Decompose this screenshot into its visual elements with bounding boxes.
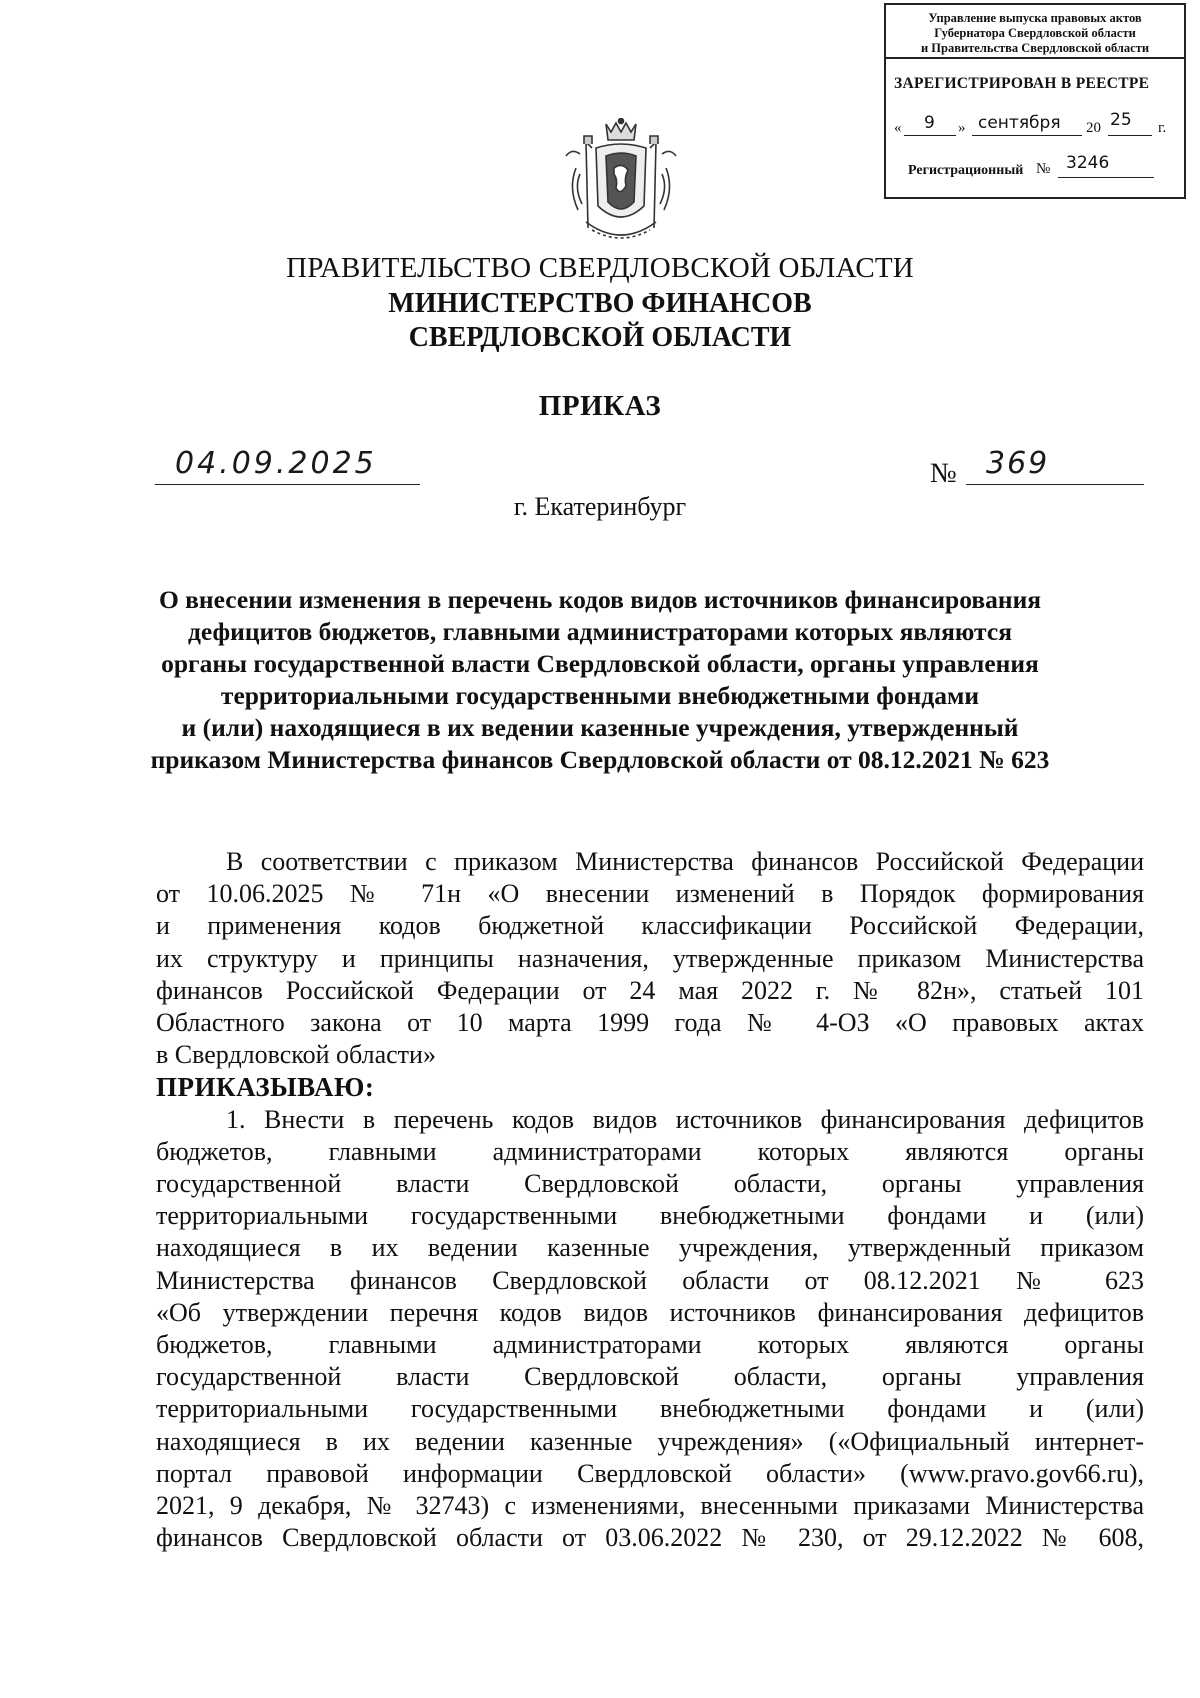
ministry-heading-line1: МИНИСТЕРСТВО ФИНАНСОВ [388, 288, 812, 319]
preamble-line: В соответствии с приказом Министерства финансов Российской Федерации [226, 847, 1144, 876]
document-type-heading: ПРИКАЗ [538, 390, 662, 422]
item1-line: территориальными государственными внебюджетными фондами и (или) [156, 1201, 1144, 1231]
order-number: 369 [986, 446, 1050, 481]
title-line: органы государственной власти Свердловской области, органы управления [161, 649, 1039, 678]
title-line: и (или) находящиеся в их ведении казенные учреждения, утвержденный [181, 713, 1019, 742]
title-line: территориальными государственными внебюджетными фондами [220, 681, 980, 710]
title-line: О внесении изменения в перечень кодов видов источников финансирования [158, 585, 1042, 614]
stamp-reg-label: Регистрационный [908, 163, 1024, 178]
item1-line: 1. Внести в перечень кодов видов источников финансирования дефицитов [226, 1104, 1144, 1134]
number-underline [966, 484, 1144, 485]
preamble-line: Областного закона от 10 марта 1999 года № 4-ОЗ «О правовых актах [156, 1008, 1144, 1038]
item1-line: «Об утверждении перечня кодов видов источников финансирования дефицитов [156, 1297, 1144, 1327]
item1-line: государственной власти Свердловской области, органы управления [156, 1362, 1144, 1392]
city-line: г. Екатеринбург [513, 492, 687, 521]
ministry-heading-line2: СВЕРДЛОВСКОЙ ОБЛАСТИ [408, 322, 792, 353]
item1-line: бюджетов, главными администраторами которых являются органы [156, 1330, 1144, 1360]
stamp-year-prefix: 20 [1086, 120, 1101, 136]
stamp-header [886, 5, 1184, 59]
stamp-registered-label: ЗАРЕГИСТРИРОВАН В РЕЕСТРЕ [894, 75, 1150, 92]
stamp-reg-no-sign: № [1036, 161, 1051, 177]
item1-line: территориальными государственными внебюджетными фондами и (или) [156, 1394, 1144, 1424]
document-title [100, 584, 1100, 776]
stamp-header-line: Губернатора Свердловской области [934, 26, 1136, 40]
stamp-open-quote: « [894, 120, 902, 136]
preamble-line: от 10.06.2025 № 71н «О внесении изменений в Порядок формирования [156, 879, 1144, 909]
registry-stamp [884, 3, 1186, 199]
coat-of-arms-emblem-icon [556, 118, 686, 250]
item1-line: 2021, 9 декабря, № 32743) с изменениями, внесенными приказами Министерства [156, 1491, 1144, 1521]
title-line: дефицитов бюджетов, главными администраторами которых являются [187, 617, 1013, 646]
order-word: ПРИКАЗЫВАЮ: [156, 1072, 375, 1103]
stamp-day: 9 [924, 113, 935, 133]
title-line: приказом Министерства финансов Свердловской области от 08.12.2021 № 623 [150, 745, 1050, 774]
item1-line: государственной власти Свердловской области, органы управления [156, 1169, 1144, 1199]
item1-line: бюджетов, главными администраторами которых являются органы [156, 1136, 1144, 1166]
item1-line: портал правовой информации Свердловской области» (www.pravo.gov66.ru), [156, 1458, 1144, 1488]
preamble-line: в Свердловской области» [156, 1040, 436, 1070]
government-heading: ПРАВИТЕЛЬСТВО СВЕРДЛОВСКОЙ ОБЛАСТИ [286, 252, 914, 284]
stamp-year-suffix: 25 [1110, 110, 1132, 130]
stamp-year-unit: г. [1158, 120, 1167, 136]
item1-line: находящиеся в их ведении казенные учреждения» («Официальный интернет- [156, 1426, 1144, 1456]
preamble-line: и применения кодов бюджетной классификации Российской Федерации, [156, 911, 1144, 941]
stamp-month: сентября [978, 113, 1061, 133]
document-body [156, 846, 1144, 1554]
stamp-close-quote: » [958, 120, 966, 136]
item1-line: финансов Свердловской области от 03.06.2022 № 230, от 29.12.2022 № 608, [156, 1523, 1144, 1553]
order-number-sign: № [930, 458, 957, 489]
item1-line: находящиеся в их ведении казенные учреждения, утвержденный приказом [156, 1233, 1144, 1263]
stamp-reg-number: 3246 [1066, 153, 1110, 173]
stamp-header-line: Управление выпуска правовых актов [928, 11, 1142, 25]
preamble-line: их структуру и принципы назначения, утвержденные приказом Министерства [156, 943, 1144, 973]
date-underline [155, 484, 420, 485]
stamp-header-line: и Правительства Свердловской области [920, 41, 1150, 55]
item1-line: Министерства финансов Свердловской области от 08.12.2021 № 623 [156, 1265, 1144, 1295]
order-date: 04.09.2025 [175, 446, 377, 481]
preamble-line: финансов Российской Федерации от 24 мая 2022 г. № 82н», статьей 101 [156, 975, 1144, 1005]
